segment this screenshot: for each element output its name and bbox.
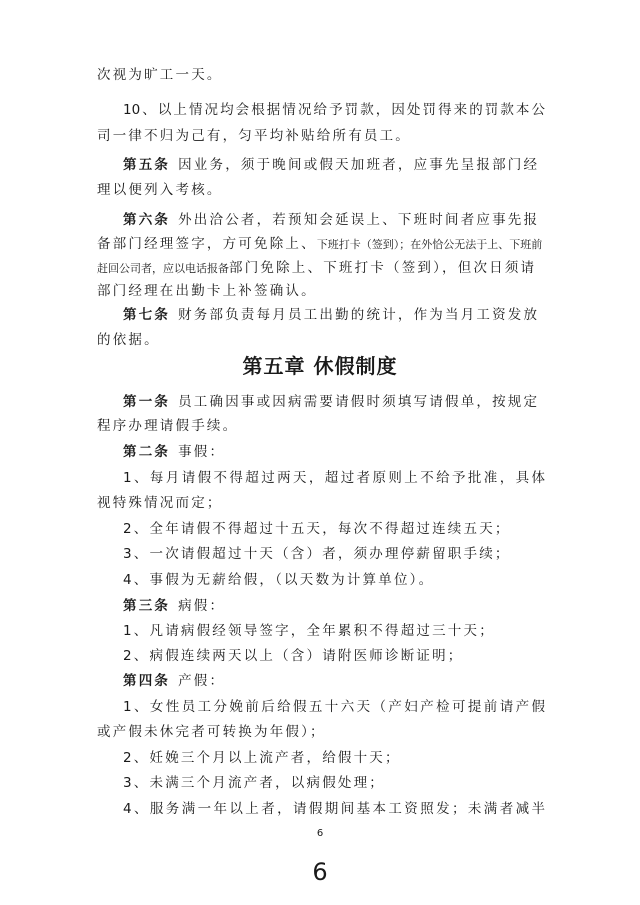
text-line: 理以便列入考核。 xyxy=(97,182,223,198)
article-label: 第六条 xyxy=(123,212,171,228)
text-line: 视特殊情况而定； xyxy=(97,495,223,511)
article-line: 第一条 员工确因事或因病需要请假时须填写请假单，按规定 xyxy=(123,394,540,410)
text-line: 4、事假为无薪给假，（以天数为计算单位）。 xyxy=(123,572,435,588)
article-label: 第二条 xyxy=(123,444,171,460)
text-line: 2、病假连续两天以上（含）请附医师诊断证明； xyxy=(123,648,464,664)
article-label: 第五条 xyxy=(123,157,171,173)
text-line: 10、以上情况均会根据情况给予罚款，因处罚得来的罚款本公 xyxy=(123,102,545,118)
article-line: 第四条 产假： xyxy=(123,673,226,689)
text-line: 3、一次请假超过十天（含）者，须办理停薪留职手续； xyxy=(123,546,511,562)
article-line: 第七条 财务部负责每月员工出勤的统计，作为当月工资发放 xyxy=(123,307,540,323)
text-line: 2、全年请假不得超过十五天，每次不得超过连续五天； xyxy=(123,521,511,537)
text-line: 3、未满三个月流产者，以病假处理； xyxy=(123,775,385,791)
article-line: 第二条 事假： xyxy=(123,444,226,460)
text-line: 程序办理请假手续。 xyxy=(97,418,239,434)
text-line: 1、凡请病假经领导签字，全年累积不得超过三十天； xyxy=(123,623,495,639)
article-label: 第四条 xyxy=(123,673,171,689)
text-line: 1、女性员工分娩前后给假五十六天（产妇产检可提前请产假 xyxy=(123,699,545,715)
article-label: 第三条 xyxy=(123,598,171,614)
text-line: 次视为旷工一天。 xyxy=(97,67,223,83)
text-line: 2、妊娩三个月以上流产者，给假十天； xyxy=(123,750,401,766)
article-label: 第七条 xyxy=(123,307,171,323)
article-line: 第六条 外出洽公者，若预知会延误上、下班时间者应事先报 xyxy=(123,212,540,228)
article-label: 第一条 xyxy=(123,394,171,410)
article-line: 第三条 病假： xyxy=(123,598,226,614)
page-number-footer: 6 xyxy=(316,828,324,839)
text-line: 的依据。 xyxy=(97,332,160,348)
text-line: 4、服务满一年以上者，请假期间基本工资照发；未满者减半 xyxy=(123,801,545,817)
text-line: 部门经理在出勤卡上补签确认。 xyxy=(97,283,317,299)
article-line: 第五条 因业务，须于晚间或假天加班者，应事先呈报部门经 xyxy=(123,157,540,173)
text-line: 1、每月请假不得超过两天，超过者原则上不给予批准，具体 xyxy=(123,470,545,486)
chapter-heading: 第五章 休假制度 xyxy=(242,354,398,378)
text-line: 赶回公司者，应以电话报备部门免除上、下班打卡（签到），但次日须请 xyxy=(97,260,537,276)
page-number-large: 6 xyxy=(312,858,328,886)
text-line: 司一律不归为己有，匀平均补贴给所有员工。 xyxy=(97,128,411,144)
text-line: 或产假未休完者可转换为年假）； xyxy=(97,724,326,740)
text-line: 备部门经理签字，方可免除上、下班打卡（签到）；在外恰公无法于上、下班前 xyxy=(97,236,543,252)
